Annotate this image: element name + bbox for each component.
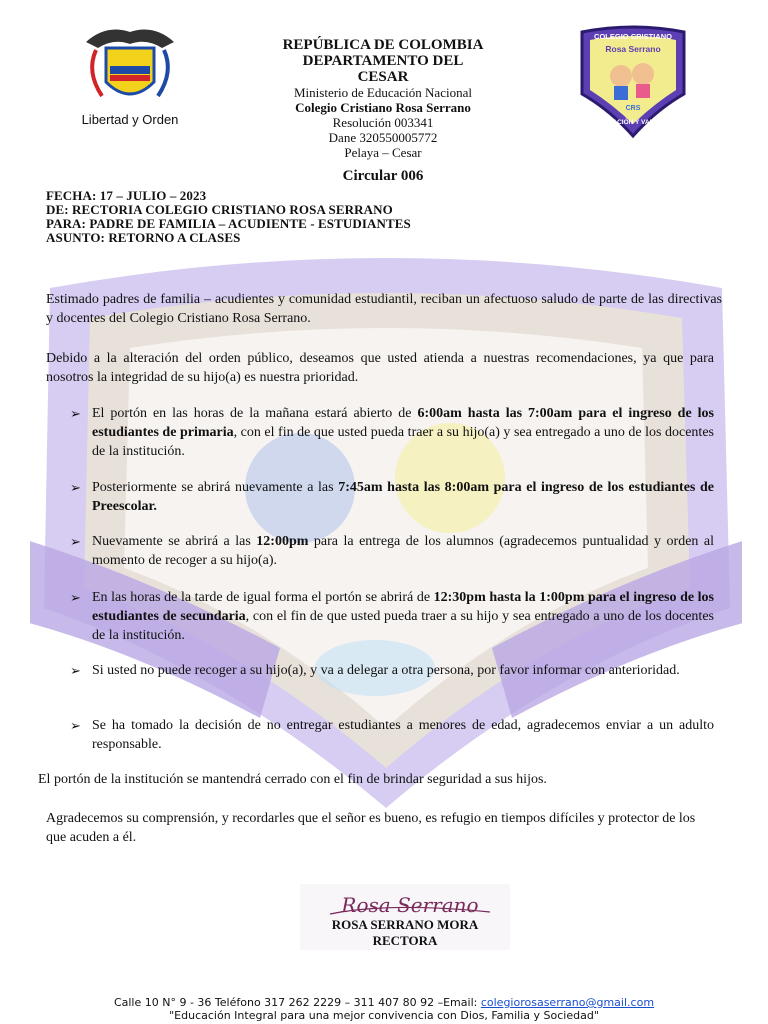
- school-badge-logo: [576, 24, 690, 140]
- footer-contact: [0, 996, 768, 1009]
- shield-icon: [76, 22, 184, 112]
- bullet-arrow-icon: ➢: [70, 534, 81, 549]
- bullet-morning-primaria: El portón en las horas de la mañana estará abierto de 6:00am hasta las 7:00am para el ingreso de los estudiantes de primaria, con el fin de que usted pueda traer a su hijo(a) y sea entregado a uno de los docentes de la institución.: [92, 406, 715, 459]
- bullet-arrow-icon: ➢: [70, 718, 81, 733]
- meta-asunto: ASUNTO: RETORNO A CLASES: [46, 230, 241, 245]
- signer-name: ROSA SERRANO MORA: [331, 917, 479, 932]
- greeting-paragraph: Estimado padres de familia – acudientes y comunidad estudiantil, reciban un afectuoso saludo de parte de las directivas y docentes del Colegio Cristiano Rosa Serrano.: [46, 292, 722, 326]
- bullet-noon-pickup: Nuevamente se abrirá a las 12:00pm para la entrega de los alumnos (agradecemos puntualidad y orden al momento de recoger a su hijo(a).: [92, 534, 714, 568]
- bullet-afternoon-secundaria: En las horas de la tarde de igual forma el portón se abrirá de 12:30pm hasta la 1:00pm para el ingreso de los estudiantes de secundaria, con el fin de que usted pueda traer a su hijo y sea entregado a uno de los docentes de la institución.: [92, 590, 714, 643]
- badge-bottom-text: EDUCACIÓN Y VALORES: [593, 119, 673, 126]
- bullet-delegate: Si usted no puede recoger a su hijo(a), y va a delegar a otra persona, por favor informar con anterioridad.: [92, 663, 680, 678]
- intro-paragraph: Debido a la alteración del orden público, deseamos que usted atienda a nuestras recomendaciones, ya que para nosotros la integridad de su hijo(a) es nuestra prioridad.: [46, 351, 714, 385]
- header-dane: Dane 320550005772: [328, 130, 438, 145]
- gate-closed-paragraph: El portón de la institución se mantendrá cerrado con el fin de brindar seguridad a sus hijos.: [38, 772, 547, 787]
- bullet-arrow-icon: ➢: [70, 406, 81, 421]
- badge-top-text: COLEGIO CRISTIANO: [594, 32, 672, 41]
- meta-para: PARA: PADRE DE FAMILIA – ACUDIENTE - ESTUDIANTES: [46, 216, 411, 231]
- header-cesar: CESAR: [357, 69, 409, 85]
- coat-of-arms-logo: [76, 22, 184, 134]
- header-republic: REPÚBLICA DE COLOMBIA: [282, 37, 484, 53]
- signer-role: RECTORA: [372, 933, 438, 948]
- footer-slogan: "Educación Integral para una mejor convivencia con Dios, Familia y Sociedad": [169, 1009, 599, 1022]
- meta-fecha: FECHA: 17 – JULIO – 2023: [46, 188, 207, 203]
- badge-initials: CRS: [625, 105, 641, 112]
- bullet-arrow-icon: ➢: [70, 663, 81, 678]
- circular-title: Circular 006: [342, 168, 424, 184]
- footer-email-link[interactable]: colegiorosaserrano@gmail.com: [480, 996, 655, 1009]
- header-department: DEPARTAMENTO DEL: [302, 53, 464, 69]
- header-location: Pelaya – Cesar: [344, 145, 422, 160]
- badge-name-text: Rosa Serrano: [605, 44, 661, 54]
- header-ministry: Ministerio de Educación Nacional: [294, 85, 472, 100]
- handwritten-signature: Rosa Serrano: [341, 893, 479, 917]
- meta-de: DE: RECTORIA COLEGIO CRISTIANO ROSA SERRANO: [46, 202, 393, 217]
- header-resolution: Resolución 003341: [332, 115, 434, 130]
- bullet-minors: Se ha tomado la decisión de no entregar estudiantes a menores de edad, agradecemos enviar a un adulto responsable.: [92, 718, 714, 752]
- header-school: Colegio Cristiano Rosa Serrano: [295, 100, 471, 115]
- closing-paragraph: Agradecemos su comprensión, y recordarles que el señor es bueno, es refugio en tiempos difíciles y protector de los que acuden a él.: [46, 811, 696, 845]
- bullet-preescolar: Posteriormente se abrirá nuevamente a las 7:45am hasta las 8:00am para el ingreso de los estudiantes de Preescolar.: [92, 480, 714, 514]
- bullet-arrow-icon: ➢: [70, 590, 81, 605]
- footer-contact-text: Calle 10 N° 9 - 36 Teléfono 317 262 2229 – 311 407 80 92 –Email:: [113, 996, 481, 1009]
- bullet-arrow-icon: ➢: [70, 480, 81, 495]
- logo-caption: Libertad y Orden: [81, 112, 179, 127]
